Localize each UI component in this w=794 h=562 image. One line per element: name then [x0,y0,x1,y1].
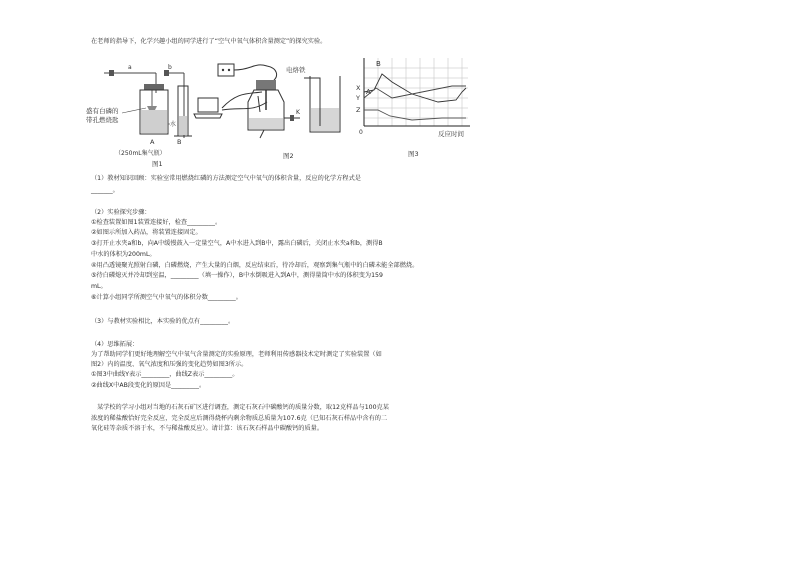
red-phosphorus-label: 盛有白磷的 [86,107,119,115]
q2-step-2: ②如图示所加入药品，将装置连接固定。 [91,229,202,236]
figure-3-caption: 图3 [408,150,419,158]
label-a: a [128,64,132,71]
power-socket [218,64,234,76]
q5-line-1: 某学校的学习小组对当地的石灰石矿区进行调查，测定石灰石中碳酸钙的质量分数，取12克样品与100克某 [97,404,389,411]
combustion-spoon-label: 带孔燃烧匙 [86,116,119,124]
stopper-a [144,84,164,90]
chart-label-B: B [376,60,381,68]
figure-2-caption: 图2 [283,152,294,160]
water-a [141,110,167,133]
label-A: A [150,138,155,146]
q2-title: （2）实验探究步骤： [91,209,151,216]
water-label: 水 [170,121,177,128]
label-b: b [168,64,172,71]
figure-1-caption: 图1 [152,160,163,168]
q5-line-3: 氧化硅等杂质不溶于水，不与稀盐酸反应）。请计算：该石灰石样品中碳酸钙的质量。 [91,425,324,432]
chart-label-A: A [366,88,371,96]
stopper [256,80,276,90]
q2-step-5-cont: mL。 [91,283,107,290]
q5-line-2: 浓度的稀盐酸恰好完全反应，完全反应后测得烧杯内剩余物质总质量为107.6克（已知石灰石样品中含有的二 [91,415,388,422]
q1-line-1: （1）教材知识回顾：实验室常用燃烧红磷的方法测定空气中氧气的体积含量，反应的化学方程式是 [91,175,361,182]
figure-1-apparatus [84,58,196,168]
q4-line-3: ①图3中曲线Y表示_________，曲线Z表示_________。 [91,371,239,378]
q4-line-2: 图2）内的温度、氧气浓度和压强的变化趋势如图3所示。 [91,361,248,368]
q3-line: （3）与教材实验相比，本实验的优点有_________。 [91,318,235,325]
heater-label: 电烙铁 [286,66,306,74]
figure-2-apparatus [192,52,348,164]
intro-text: 在老师的指导下，化学兴趣小组的同学进行了“空气中氧气体积含量测定”的探究实验。 [91,38,327,45]
clamp-a [109,70,114,76]
x-axis-label: 反应时间 [438,130,464,138]
q4-line-1: 为了帮助同学们更好地理解空气中氧气含量测定的实验原理，老师利用传感器技术定时测定了实验装置（如 [91,351,382,358]
q2-step-3: ③打开止水夹a和b，向A中缓慢鼓入一定量空气，A中水进入到B中，露出白磷后，关闭止水夹a和b，测得B [91,240,383,247]
computer [198,98,218,112]
q1-line-2: _______。 [91,187,119,194]
q2-step-1: ①检查装置如图1装置连接好，检查_________。 [91,219,222,226]
q4-line-4: ②曲线X中AB段变化的原因是_________。 [91,382,206,389]
q2-step-3-cont: 中水的体积为200mL。 [91,251,156,258]
label-K: K [296,109,300,116]
q2-step-6: ⑥计算小组同学所测空气中氧气的体积分数_________。 [91,294,242,301]
figure-3-chart [352,52,476,164]
q2-step-5: ⑤待白磷熄灭并冷却到室温，_________（填一操作），B中水倒吸进入到A中，测得量筒中水的体积变为159 [91,272,383,279]
curve-z [364,110,466,120]
origin-label: 0 [359,129,363,136]
bottle-note: （250mL集气瓶） [115,150,166,157]
axis-label-X: X [356,84,361,92]
axis-label-Y: Y [356,94,360,102]
q4-title: （4）思维拓展： [91,341,139,348]
label-B: B [177,138,182,146]
q2-step-4: ④用凸透镜聚光照射白磷，白磷燃烧，产生大量的白烟，反应结束后，待冷却后，观察到集气瓶中的白磷未能全部燃烧。 [91,262,419,269]
axis-label-Z: Z [356,106,361,114]
clamp-k [290,115,294,121]
